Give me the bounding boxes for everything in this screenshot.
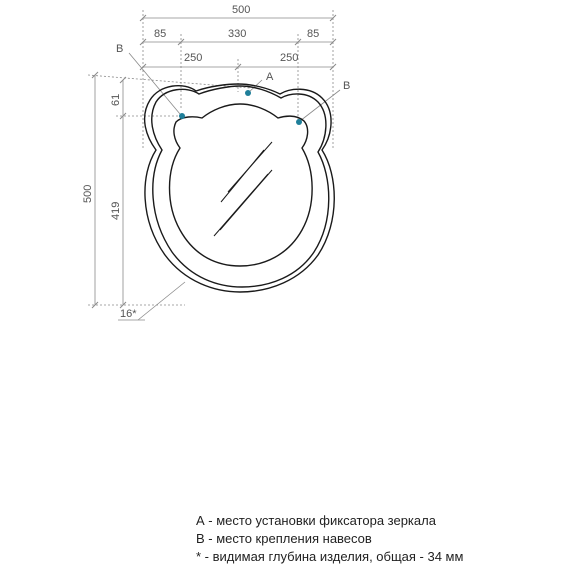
hanger-point-b-left — [179, 113, 185, 119]
dim-height-upper: 61 — [110, 93, 122, 106]
legend — [196, 512, 556, 566]
dim-top-total: 500 — [232, 4, 251, 16]
mirror-glass-contour — [170, 104, 313, 266]
glass-reflection — [214, 142, 272, 236]
dim-depth-note: 16* — [120, 308, 137, 320]
marker-label-b-right: B — [343, 80, 351, 92]
dim-left-offset: 85 — [154, 28, 167, 40]
marker-label-b-left: B — [116, 43, 124, 55]
dim-left-mount: 250 — [184, 52, 203, 64]
mirror-depth-contour — [152, 86, 329, 287]
hanger-point-b-right — [296, 119, 302, 125]
dimension-lines — [88, 10, 340, 320]
dimension-ticks — [92, 15, 336, 308]
dim-right-offset: 85 — [307, 28, 320, 40]
marker-label-a: A — [266, 71, 274, 83]
dim-height-lower: 419 — [110, 201, 122, 220]
dim-height-total: 500 — [82, 184, 94, 203]
legend-item-depth: * - видимая глубина изделия, общая - 34 мм — [196, 549, 464, 564]
dim-right-mount: 250 — [280, 52, 299, 64]
fixator-point-a — [245, 90, 251, 96]
dim-middle-span: 330 — [228, 28, 247, 40]
mirror-outer-contour — [145, 84, 335, 292]
legend-item-b: В - место крепления навесов — [196, 531, 372, 546]
legend-item-a: А - место установки фиксатора зеркала — [196, 513, 436, 528]
mirror-body — [145, 84, 335, 292]
